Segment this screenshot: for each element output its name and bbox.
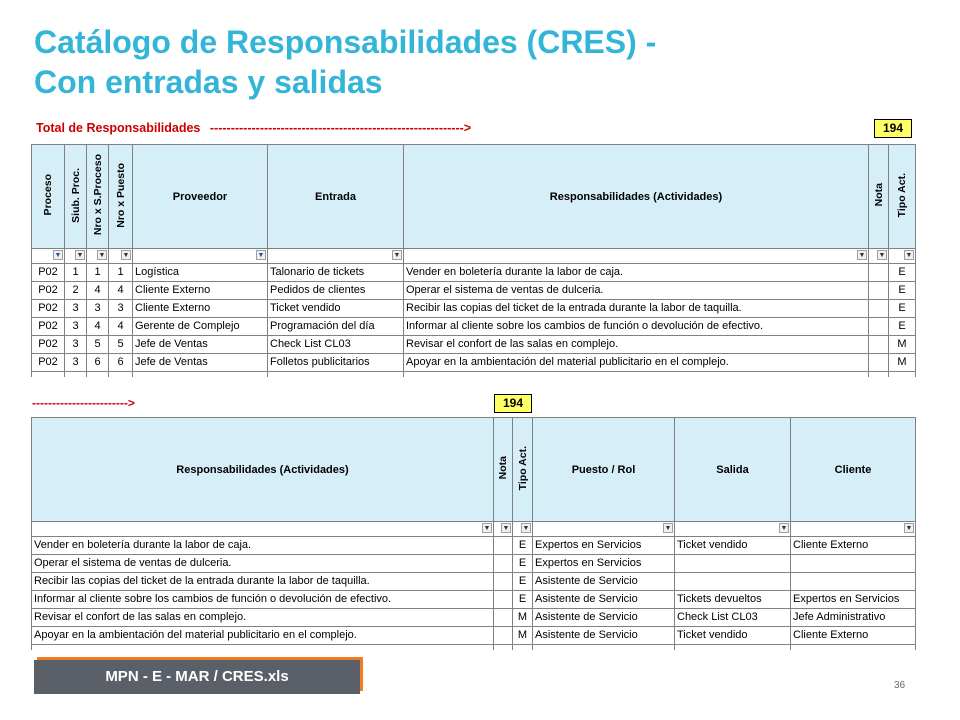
cell-nota (494, 609, 513, 627)
cell-entrada: Talonario de tickets (268, 264, 404, 282)
cell-subproc: 3 (65, 336, 87, 354)
cell-nro_sp: 6 (87, 354, 109, 372)
cell-nota (869, 318, 889, 336)
filter-dropdown-icon[interactable]: ▼ (878, 252, 886, 259)
cell-resp: Informar al cliente sobre los cambios de función o devolución de efectivo. (32, 591, 494, 609)
cell-puesto: Asistente de Servicio (533, 591, 675, 609)
footer-file-label: MPN - E - MAR / CRES.xls (34, 660, 360, 694)
cell-salida: Ticket vendido (675, 627, 791, 645)
header-subproc: Siub. Proc. (65, 145, 87, 249)
header-cliente: Cliente (791, 418, 916, 522)
header-nro-puesto: Nro x Puesto (109, 145, 133, 249)
cell-tipo: E (513, 555, 533, 573)
cell-puesto: Expertos en Servicios (533, 537, 675, 555)
cell-resp: Apoyar en la ambientación del material publicitario en el complejo. (32, 627, 494, 645)
header-entrada: Entrada (268, 145, 404, 249)
cell-cliente: Cliente Externo (791, 537, 916, 555)
cell-entrada: Folletos publicitarios (268, 354, 404, 372)
cell-nota (869, 354, 889, 372)
cell-cliente: Cliente Externo (791, 627, 916, 645)
filter-cell (109, 249, 133, 264)
filter-dropdown-icon[interactable]: ▼ (122, 252, 130, 259)
upper-stub-row (32, 372, 916, 378)
lower-arrow: ------------------------> (32, 396, 135, 410)
cell-proveedor: Cliente Externo (133, 300, 268, 318)
header-salida: Salida (675, 418, 791, 522)
cell-salida: Tickets devueltos (675, 591, 791, 609)
filter-dropdown-icon[interactable]: ▼ (905, 525, 913, 532)
filter-cell (533, 522, 675, 537)
page-number: 36 (894, 680, 906, 691)
table-row (32, 537, 916, 555)
filter-active-icon[interactable]: ▼ (54, 252, 62, 259)
cell-nro_sp: 3 (87, 300, 109, 318)
total-label (36, 121, 471, 135)
filter-dropdown-icon[interactable]: ▼ (905, 252, 913, 259)
cell-salida (675, 555, 791, 573)
cell-nro_p: 4 (109, 282, 133, 300)
cell-proveedor: Gerente de Complejo (133, 318, 268, 336)
filter-dropdown-icon[interactable]: ▼ (522, 525, 530, 532)
cell-subproc: 3 (65, 354, 87, 372)
cell-tipo: M (513, 609, 533, 627)
cell-proceso: P02 (32, 264, 65, 282)
upper-count-box: 194 (874, 119, 912, 138)
cell-nro_p: 3 (109, 300, 133, 318)
filter-cell (869, 249, 889, 264)
filter-dropdown-icon[interactable]: ▼ (483, 525, 491, 532)
cell-nota (494, 591, 513, 609)
cell-subproc: 3 (65, 300, 87, 318)
total-arrow: -------------------------------------------------------------> (209, 121, 472, 135)
header-proveedor: Proveedor (133, 145, 268, 249)
cell-tipo: M (889, 336, 916, 354)
cell-nro_sp: 1 (87, 264, 109, 282)
cell-tipo: M (889, 354, 916, 372)
cell-tipo: E (513, 537, 533, 555)
cell-cliente (791, 555, 916, 573)
header-responsabilidades: Responsabilidades (Actividades) (32, 418, 494, 522)
lower-stub-row (32, 645, 916, 651)
header-puesto-rol: Puesto / Rol (533, 418, 675, 522)
filter-dropdown-icon[interactable]: ▼ (502, 525, 510, 532)
lower-table (31, 417, 916, 650)
upper-filter-row (32, 249, 916, 264)
cell-subproc: 1 (65, 264, 87, 282)
cell-resp: Operar el sistema de ventas de dulceria. (404, 282, 869, 300)
cell-resp: Revisar el confort de las salas en complejo. (404, 336, 869, 354)
cell-tipo: E (889, 300, 916, 318)
cell-resp: Revisar el confort de las salas en complejo. (32, 609, 494, 627)
title-line-1: Catálogo de Responsabilidades (CRES) - (34, 24, 657, 60)
table-row (32, 573, 916, 591)
cell-nro_sp: 4 (87, 318, 109, 336)
cell-cliente (791, 573, 916, 591)
filter-dropdown-icon[interactable]: ▼ (664, 525, 672, 532)
cell-resp: Vender en boletería durante la labor de caja. (404, 264, 869, 282)
table-row (32, 336, 916, 354)
header-tipo-act: Tipo Act. (889, 145, 916, 249)
filter-cell (404, 249, 869, 264)
table-row (32, 264, 916, 282)
cell-entrada: Check List CL03 (268, 336, 404, 354)
filter-cell (889, 249, 916, 264)
cell-proceso: P02 (32, 282, 65, 300)
cell-resp: Recibir las copias del ticket de la entrada durante la labor de taquilla. (404, 300, 869, 318)
cell-proveedor: Jefe de Ventas (133, 336, 268, 354)
table-row (32, 300, 916, 318)
cell-salida (675, 573, 791, 591)
cell-puesto: Expertos en Servicios (533, 555, 675, 573)
cell-salida: Ticket vendido (675, 537, 791, 555)
cell-nota (869, 336, 889, 354)
cell-salida: Check List CL03 (675, 609, 791, 627)
cell-resp: Apoyar en la ambientación del material publicitario en el complejo. (404, 354, 869, 372)
cell-nro_sp: 4 (87, 282, 109, 300)
slide-title (34, 22, 656, 102)
table-row (32, 627, 916, 645)
header-tipo-act: Tipo Act. (513, 418, 533, 522)
cell-resp: Operar el sistema de ventas de dulceria. (32, 555, 494, 573)
cell-nro_sp: 5 (87, 336, 109, 354)
cell-proceso: P02 (32, 336, 65, 354)
cell-nro_p: 4 (109, 318, 133, 336)
filter-cell (133, 249, 268, 264)
header-nota: Nota (869, 145, 889, 249)
filter-cell (32, 249, 65, 264)
cell-proceso: P02 (32, 318, 65, 336)
cell-nota (494, 573, 513, 591)
cell-proveedor: Logística (133, 264, 268, 282)
filter-dropdown-icon[interactable]: ▼ (76, 252, 84, 259)
cell-nro_p: 5 (109, 336, 133, 354)
cell-entrada: Pedidos de clientes (268, 282, 404, 300)
cell-proveedor: Cliente Externo (133, 282, 268, 300)
cell-nota (869, 300, 889, 318)
cell-nota (494, 627, 513, 645)
filter-cell (791, 522, 916, 537)
cell-nota (494, 555, 513, 573)
table-row (32, 318, 916, 336)
cell-subproc: 2 (65, 282, 87, 300)
cell-tipo: E (889, 264, 916, 282)
total-label-text: Total de Responsabilidades (36, 121, 201, 135)
cell-resp: Recibir las copias del ticket de la entrada durante la labor de taquilla. (32, 573, 494, 591)
filter-dropdown-icon[interactable]: ▼ (393, 252, 401, 259)
cell-puesto: Asistente de Servicio (533, 609, 675, 627)
cell-nota (869, 264, 889, 282)
cell-cliente: Jefe Administrativo (791, 609, 916, 627)
filter-dropdown-icon[interactable]: ▼ (858, 252, 866, 259)
cell-resp: Informar al cliente sobre los cambios de función o devolución de efectivo. (404, 318, 869, 336)
cell-tipo: E (889, 282, 916, 300)
cell-nota (869, 282, 889, 300)
cell-nro_p: 6 (109, 354, 133, 372)
lower-count-box: 194 (494, 394, 532, 413)
cell-proveedor: Jefe de Ventas (133, 354, 268, 372)
cell-nro_p: 1 (109, 264, 133, 282)
filter-cell (65, 249, 87, 264)
cell-entrada: Ticket vendido (268, 300, 404, 318)
cell-proceso: P02 (32, 354, 65, 372)
cell-resp: Vender en boletería durante la labor de caja. (32, 537, 494, 555)
table-row (32, 282, 916, 300)
header-nota: Nota (494, 418, 513, 522)
cell-tipo: E (513, 573, 533, 591)
table-row (32, 609, 916, 627)
table-row (32, 555, 916, 573)
upper-table (31, 144, 916, 377)
table-row (32, 591, 916, 609)
cell-puesto: Asistente de Servicio (533, 627, 675, 645)
cell-puesto: Asistente de Servicio (533, 573, 675, 591)
cell-nota (494, 537, 513, 555)
filter-dropdown-icon[interactable]: ▼ (98, 252, 106, 259)
header-nro-sproceso: Nro x S.Proceso (87, 145, 109, 249)
filter-cell (513, 522, 533, 537)
cell-tipo: E (513, 591, 533, 609)
filter-cell (87, 249, 109, 264)
cell-subproc: 3 (65, 318, 87, 336)
filter-cell (494, 522, 513, 537)
cell-cliente: Expertos en Servicios (791, 591, 916, 609)
filter-active-icon[interactable]: ▼ (257, 252, 265, 259)
header-proceso: Proceso (32, 145, 65, 249)
lower-filter-row (32, 522, 916, 537)
cell-tipo: E (889, 318, 916, 336)
header-responsabilidades: Responsabilidades (Actividades) (404, 145, 869, 249)
filter-cell (675, 522, 791, 537)
filter-dropdown-icon[interactable]: ▼ (780, 525, 788, 532)
filter-cell (32, 522, 494, 537)
cell-tipo: M (513, 627, 533, 645)
table-row (32, 354, 916, 372)
cell-proceso: P02 (32, 300, 65, 318)
cell-entrada: Programación del día (268, 318, 404, 336)
filter-cell (268, 249, 404, 264)
title-line-2: Con entradas y salidas (34, 64, 383, 100)
